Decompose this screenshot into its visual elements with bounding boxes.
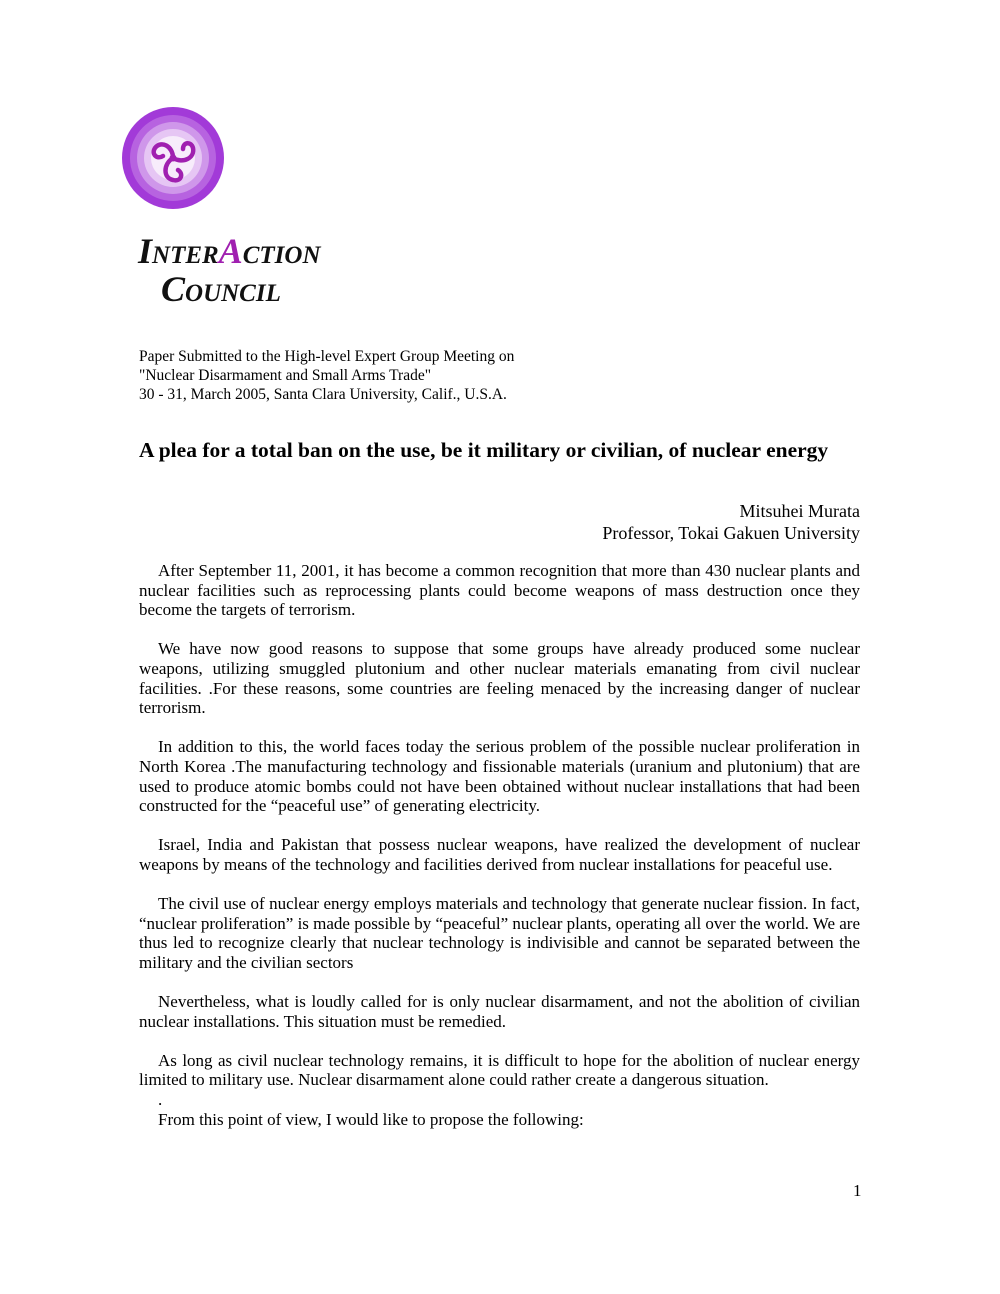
org-text-ction: CTION [242, 242, 321, 269]
paragraph: After September 11, 2001, it has become a common recognition that more than 430 nuclear plants and nuclear facilities such as reprocessing plants could become weapons of mass destruction once they become the targets of terrorism. [139, 561, 860, 620]
submission-line-1: Paper Submitted to the High-level Expert Group Meeting on [139, 348, 515, 365]
org-initial-c: C [161, 269, 186, 309]
author-affiliation: Professor, Tokai Gakuen University [602, 523, 860, 543]
logo-graphic [121, 106, 225, 210]
submission-line-2: "Nuclear Disarmament and Small Arms Trade" [139, 367, 432, 384]
paragraph: As long as civil nuclear technology remains, it is difficult to hope for the abolition of nuclear energy limited to military use. Nuclear disarmament alone could rather create a dangerous situation. [139, 1050, 860, 1090]
author-block [602, 500, 860, 544]
paragraph: We have now good reasons to suppose that some groups have already produced some nuclear weapons, utilizing smuggled plutonium and other nuclear materials emanating from civil nuclear facilities. .For these reasons, some countries are feeling menaced by the increasing danger of nuclear terrorism. [139, 639, 860, 718]
page-number: 1 [853, 1181, 862, 1200]
body-text [139, 561, 860, 1129]
submission-info [139, 347, 514, 404]
org-text-nter: NTER [152, 242, 219, 269]
author-name: Mitsuhei Murata [739, 501, 860, 521]
org-text-ouncil: OUNCIL [185, 280, 281, 307]
paragraph: Nevertheless, what is loudly called for is only nuclear disarmament, and not the abolition of civilian nuclear installations. This situation must be remedied. [139, 992, 860, 1031]
paragraph: Israel, India and Pakistan that possess nuclear weapons, have realized the development of nuclear weapons by means of the technology and facilities derived from nuclear installations for peaceful use. [139, 835, 860, 874]
submission-line-3: 30 - 31, March 2005, Santa Clara University, Calif., U.S.A. [139, 386, 507, 403]
triskelion-logo-icon [121, 106, 225, 210]
org-initial-a: A [218, 231, 243, 271]
stray-dot: . [158, 1090, 163, 1110]
org-name-line2 [161, 271, 281, 307]
org-name-line1 [138, 233, 321, 269]
closing-paragraph: From this point of view, I would like to propose the following: [158, 1109, 584, 1129]
paragraph: In addition to this, the world faces today the serious problem of the possible nuclear proliferation in North Korea .The manufacturing technology and fissionable materials (uranium and plutonium) that are used to produce atomic bombs could not have been obtained without nuclear installations that had been constructed for the “peaceful use” of generating electricity. [139, 737, 860, 816]
paper-title: A plea for a total ban on the use, be it military or civilian, of nuclear energy [139, 438, 829, 462]
org-initial-i: I [138, 231, 153, 271]
paragraph: The civil use of nuclear energy employs materials and technology that generate nuclear fission. In fact, “nuclear proliferation” is made possible by “peaceful” nuclear plants, operating all over the world. We are thus led to recognize clearly that nuclear technology is indivisible and cannot be separated between the military and the civilian sectors [139, 894, 860, 972]
